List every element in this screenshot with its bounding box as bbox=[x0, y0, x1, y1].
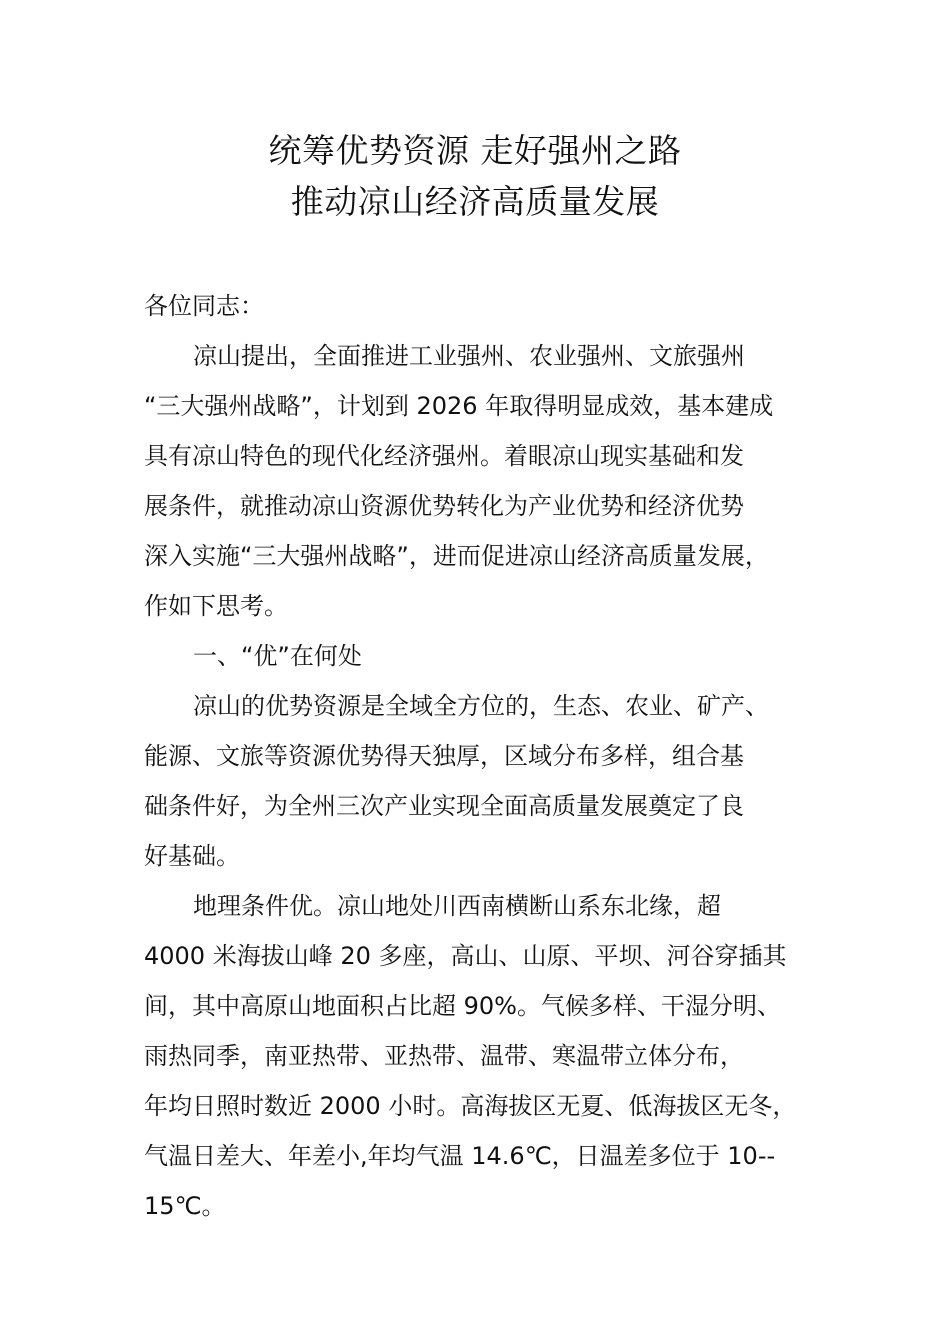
paragraph-advantages bbox=[144, 681, 844, 881]
paragraph-line: 础条件好，为全州三次产业实现全面高质量发展奠定了良 bbox=[144, 792, 744, 820]
paragraph-line: 凉山的优势资源是全域全方位的，生态、农业、矿产、 bbox=[193, 692, 769, 720]
document-title-line-1: 统筹优势资源 走好强州之路 bbox=[268, 131, 682, 170]
paragraph-line: 4000 米海拔山峰 20 多座，高山、山原、平坝、河谷穿插其 bbox=[144, 942, 787, 970]
paragraph-geography bbox=[144, 881, 844, 1231]
section-heading bbox=[144, 631, 844, 681]
paragraph-line: 年均日照时数近 2000 小时。高海拔区无夏、低海拔区无冬， bbox=[144, 1092, 797, 1120]
paragraph-line: 雨热同季，南亚热带、亚热带、温带、寒温带立体分布， bbox=[144, 1042, 744, 1070]
paragraph-intro bbox=[144, 331, 844, 631]
paragraph-line: 凉山提出，全面推进工业强州、农业强州、文旅强州 bbox=[193, 342, 745, 370]
paragraph-line: 具有凉山特色的现代化经济强州。着眼凉山现实基础和发 bbox=[144, 442, 744, 470]
document-body bbox=[144, 281, 844, 1231]
paragraph-line: 作如下思考。 bbox=[144, 592, 288, 620]
paragraph-line: 间，其中高原山地面积占比超 90%。气候多样、干湿分明、 bbox=[144, 992, 781, 1020]
section-heading-text: 一、“优”在何处 bbox=[193, 642, 362, 670]
salutation: 各位同志： bbox=[144, 292, 264, 320]
paragraph-line: 展条件，就推动凉山资源优势转化为产业优势和经济优势 bbox=[144, 492, 744, 520]
paragraph-line: 能源、文旅等资源优势得天独厚，区域分布多样，组合基 bbox=[144, 742, 744, 770]
paragraph-line: 15℃。 bbox=[144, 1192, 226, 1220]
paragraph-line: “三大强州战略”，计划到 2026 年取得明显成效，基本建成 bbox=[144, 392, 774, 420]
paragraph-line: 气温日差大、年差小,年均气温 14.6℃，日温差多位于 10-- bbox=[144, 1142, 776, 1170]
paragraph-line: 地理条件优。凉山地处川西南横断山系东北缘，超 bbox=[193, 892, 721, 920]
document-title-line-2: 推动凉山经济高质量发展 bbox=[290, 182, 660, 221]
paragraph-line: 好基础。 bbox=[144, 842, 240, 870]
paragraph-line: 深入实施“三大强州战略”，进而促进凉山经济高质量发展， bbox=[144, 542, 769, 570]
